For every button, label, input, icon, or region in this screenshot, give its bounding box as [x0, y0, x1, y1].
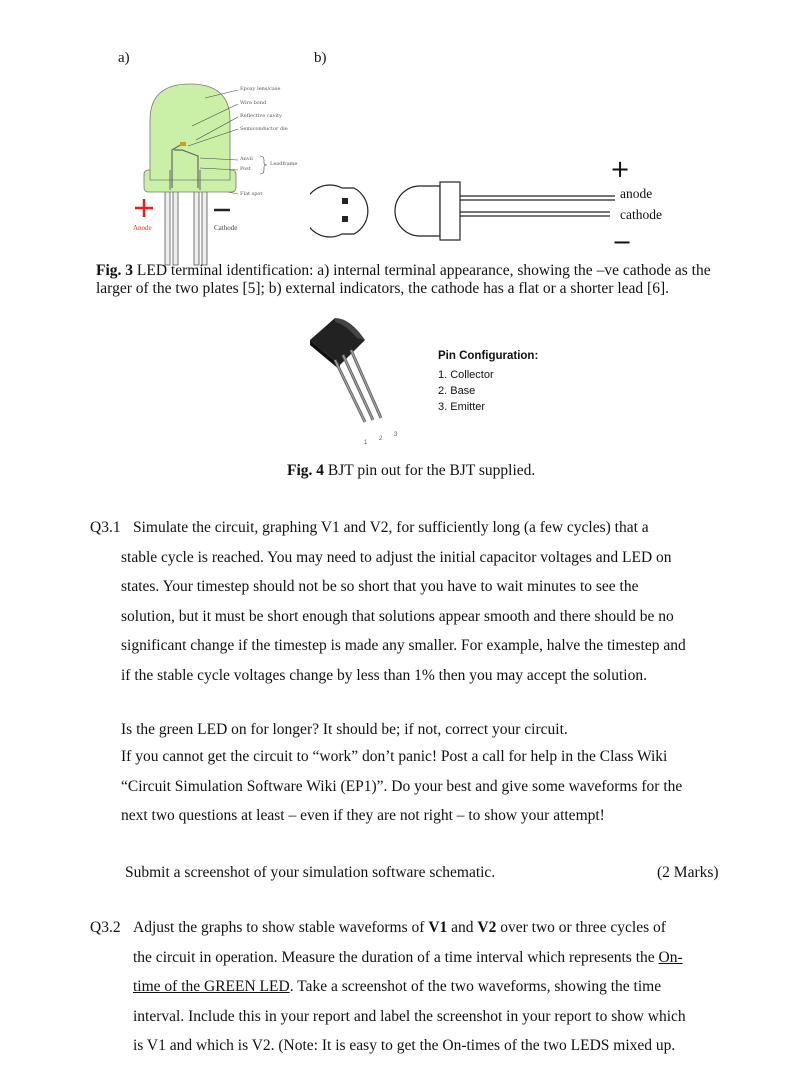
q31-line: if the stable cycle voltages change by less than 1% then you may accept the solution.	[121, 666, 647, 684]
anode-lead-2	[173, 190, 178, 265]
q31-line: Simulate the circuit, graphing V1 and V2, for sufficiently long (a few cycles) that a	[133, 519, 649, 536]
q31-marks: (2 Marks)	[657, 864, 719, 881]
pin-config-title: Pin Configuration:	[438, 350, 539, 362]
pin-config-item: 1. Collector	[438, 369, 494, 381]
semiconductor-die	[180, 142, 186, 146]
bjt-pin-number: 3	[394, 432, 398, 438]
q32-line-1	[133, 913, 753, 943]
q31-line: significant change if the timestep is made any smaller. For example, halve the timestep and	[121, 637, 686, 654]
fig3-caption	[96, 262, 736, 298]
pin-config-item: 2. Base	[438, 385, 476, 397]
led-dome	[150, 84, 230, 180]
cathode-label: Cathode	[214, 224, 238, 232]
fig3-label-a: a)	[118, 50, 130, 66]
q31-line: stable cycle is reached. You may need to adjust the initial capacitor voltages and LED on	[121, 548, 672, 566]
q32-text: over two or three cycles of	[496, 919, 666, 936]
fig3-caption-text: LED terminal identification: a) internal terminal appearance, showing the –ve cathode as the larger of the two plates [5]; b) external indicators, the cathode has a flat or a shorter lead [6].	[96, 262, 711, 297]
anode-label: Anode	[133, 224, 152, 232]
pin-config-item: 3. Emitter	[438, 401, 486, 413]
q32-text: Adjust the graphs to show stable waveforms of	[133, 919, 429, 936]
led-part-label: Flat spot	[240, 191, 263, 197]
led-part-label: Anvil	[240, 156, 253, 162]
q31-green-line: Is the green LED on for longer? It should be; if not, correct your circuit.	[121, 721, 568, 738]
q31-green-line: “Circuit Simulation Software Wiki (EP1)”. Do your best and give some waveforms for the	[121, 777, 683, 795]
fig4-caption-text: BJT pin out for the BJT supplied.	[324, 462, 536, 479]
q32-line-3	[133, 972, 773, 1002]
led-side-body	[395, 186, 440, 236]
q32-text: and	[447, 919, 478, 936]
q31-submit-text: Submit a screenshot of your simulation software schematic.	[125, 864, 496, 881]
cathode-lead	[194, 190, 199, 265]
q31-line: states. Your timestep should not be so short that you have to wait minutes to see the	[121, 578, 639, 595]
fig3-label-b: b)	[314, 50, 327, 66]
q31-green-line: next two questions at least – even if they are not right – to show your attempt!	[121, 807, 605, 824]
cathode-lead-2	[202, 190, 207, 265]
fig3-caption-prefix: Fig. 3	[96, 262, 134, 279]
q32-v2: V2	[477, 919, 497, 936]
b-anode-label: anode	[620, 186, 653, 201]
led-internal-diagram	[110, 70, 310, 270]
led-part-label: Semiconductor die	[240, 126, 288, 132]
led-part-label: Epoxy lens/case	[240, 86, 281, 92]
q31-number: Q3.1	[90, 519, 121, 536]
q32-v1: V1	[428, 919, 448, 936]
led-part-label: Wire bond	[240, 100, 267, 106]
anode-lead	[165, 190, 170, 265]
b-plus-sign: +	[610, 155, 631, 183]
q32-on-time-underlined: time of the GREEN LED	[133, 978, 290, 995]
led-top-view	[310, 185, 368, 237]
b-cathode-label: cathode	[620, 207, 662, 222]
q31-line: solution, but it must be short enough that solutions appear smooth and there should be no	[121, 607, 674, 625]
led-external-diagram	[310, 170, 620, 250]
bjt-pin-number: 2	[379, 436, 383, 442]
q32-number: Q3.2	[90, 919, 121, 936]
led-part-label: Post	[240, 166, 251, 172]
q32-text: the circuit in operation. Measure the duration of a time interval which represents the	[133, 948, 659, 966]
q32-line-5: is V1 and which is V2. (Note: It is easy to get the On-times of the two LEDS mixed up.	[133, 1037, 676, 1054]
fig4-caption-prefix: Fig. 4	[287, 462, 325, 479]
q32-on-time-underlined: On-	[658, 948, 683, 966]
q31-green-line: If you cannot get the circuit to “work” don’t panic! Post a call for help in the Class Wiki	[121, 748, 668, 765]
bjt-diagram	[295, 310, 415, 450]
q32-line-2	[133, 943, 773, 973]
q32-text: . Take a screenshot of the two waveforms, showing the time	[289, 978, 662, 995]
q32-line-4: interval. Include this in your report and label the screenshot in your report to show which	[133, 1007, 686, 1025]
led-part-label: Reflective cavity	[240, 113, 282, 119]
b-minus-sign: −	[612, 228, 633, 256]
led-part-label: Leadframe	[270, 161, 298, 167]
fig4-caption	[287, 462, 535, 480]
bjt-pin-number: 1	[364, 440, 368, 446]
